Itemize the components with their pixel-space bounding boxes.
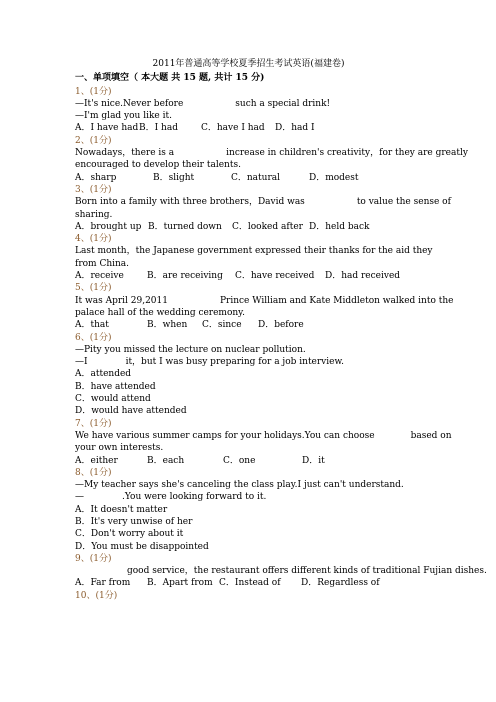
question-number: 1、(1分): [75, 86, 112, 97]
option-a: A．Far from: [75, 578, 131, 589]
question-2: [75, 135, 468, 184]
question-stem: from China.: [75, 258, 130, 269]
option-a: A．receive: [75, 271, 124, 282]
question-stem: —I'm glad you like it.: [75, 111, 172, 122]
option-b: B．turned down: [148, 221, 222, 232]
question-stem: palace hall of the wedding ceremony.: [75, 307, 245, 318]
option-b: B．when: [147, 320, 188, 331]
option-row: [75, 122, 422, 134]
question-stem: Last month，the Japanese government expressed their thanks for the aid they: [75, 246, 433, 257]
question-9: [75, 553, 487, 590]
option-row: [75, 172, 422, 184]
question-number: 2、(1分): [75, 135, 112, 146]
option-a: A．brought up: [75, 221, 142, 232]
option-row: [75, 221, 422, 233]
exam-content: [75, 58, 487, 602]
question-stem: [75, 147, 468, 159]
option-c: C．looked after: [232, 221, 303, 232]
question-stem: —Pity you missed the lecture on nuclear pollution.: [75, 344, 306, 355]
question-stem: encouraged to develop their talents.: [75, 160, 241, 171]
option-a: A．I have had: [75, 123, 139, 134]
option-b: B．I had: [139, 123, 178, 134]
stem-text: We have various summer camps for your holidays.You can choose: [75, 430, 375, 441]
question-stem: [75, 430, 452, 442]
option-d: D．it: [302, 455, 325, 466]
option-a: A．sharp: [75, 172, 117, 183]
option-d: D．Regardless of: [301, 578, 380, 589]
option-d: D．would have attended: [75, 406, 187, 417]
question-10: [75, 590, 422, 602]
option-b: B．It's very unwise of her: [75, 516, 193, 527]
stem-text: to value the sense of: [356, 197, 451, 208]
question-stem: sharing.: [75, 209, 113, 220]
question-stem: [75, 356, 422, 368]
option-c: C．have I had: [201, 123, 265, 134]
question-number: 4、(1分): [75, 234, 112, 245]
question-6: [75, 332, 422, 418]
question-4: [75, 233, 433, 282]
stem-text: good service，the restaurant offers different kinds of traditional Fujian dishes.: [127, 566, 487, 577]
option-b: B．have attended: [75, 381, 156, 392]
stem-text: such a special drink!: [235, 98, 331, 109]
option-row: [75, 270, 422, 282]
option-b: B．slight: [153, 172, 195, 183]
option-b: B．each: [147, 455, 185, 466]
question-number: 7、(1分): [75, 418, 112, 429]
option-b: B．Apart from: [147, 578, 213, 589]
stem-text: —I: [75, 357, 88, 368]
question-stem: —My teacher says she's canceling the class play.I just can't understand.: [75, 480, 404, 491]
stem-text: Nowadays，there is a: [75, 148, 175, 159]
stem-text: increase in children's creativity，for they are greatly: [226, 148, 468, 159]
option-d: D．You must be disappointed: [75, 541, 209, 552]
option-c: C．Instead of: [219, 578, 281, 589]
question-number: 3、(1分): [75, 184, 112, 195]
question-number: 8、(1分): [75, 467, 112, 478]
question-number: 5、(1分): [75, 283, 112, 294]
question-7: [75, 418, 452, 467]
stem-text: —It's nice.Never before: [75, 98, 184, 109]
question-number: 6、(1分): [75, 332, 112, 343]
question-stem: [75, 491, 422, 503]
stem-text: .You were looking forward to it.: [122, 492, 267, 503]
question-stem: [75, 565, 487, 577]
option-c: C．have received: [235, 271, 315, 282]
option-c: C．since: [202, 320, 242, 331]
option-a: A．attended: [75, 369, 132, 380]
stem-text: Born into a family with three brothers，David was: [75, 197, 305, 208]
option-a: A．either: [75, 455, 118, 466]
option-c: C．would attend: [75, 394, 151, 405]
stem-text: it，but I was busy preparing for a job interview.: [125, 357, 344, 368]
question-stem: [75, 295, 454, 307]
question-number: 10、(1分): [75, 590, 118, 601]
question-stem: [75, 98, 422, 110]
section-heading: 一、单项填空（ 本大题 共 15 题, 共计 15 分): [75, 73, 265, 84]
option-c: C．natural: [231, 172, 281, 183]
question-5: [75, 282, 454, 331]
exam-title: 2011年普通高等学校夏季招生考试英语(福建卷): [152, 59, 345, 69]
option-d: D．before: [258, 320, 304, 331]
option-row: [75, 319, 422, 331]
option-d: D．held back: [309, 221, 370, 232]
option-d: D．modest: [309, 172, 359, 183]
option-b: B．are receiving: [147, 271, 223, 282]
question-stem: [75, 196, 451, 208]
question-1: [75, 86, 422, 135]
question-8: [75, 467, 422, 553]
option-c: C．Don't worry about it: [75, 529, 184, 540]
stem-text: —: [75, 492, 84, 503]
stem-text: based on: [410, 430, 452, 441]
question-number: 9、(1分): [75, 553, 112, 564]
question-stem: your own interests.: [75, 443, 164, 454]
option-a: A．that: [75, 320, 109, 331]
stem-text: It was April 29,2011: [75, 295, 168, 306]
option-row: [75, 577, 422, 589]
stem-text: Prince William and Kate Middleton walked into the: [219, 295, 454, 306]
option-d: D．had received: [325, 271, 401, 282]
question-3: [75, 184, 451, 233]
option-d: D．had I: [275, 123, 315, 134]
option-row: [75, 455, 422, 467]
option-a: A．It doesn't matter: [75, 504, 168, 515]
option-c: C．one: [223, 455, 256, 466]
